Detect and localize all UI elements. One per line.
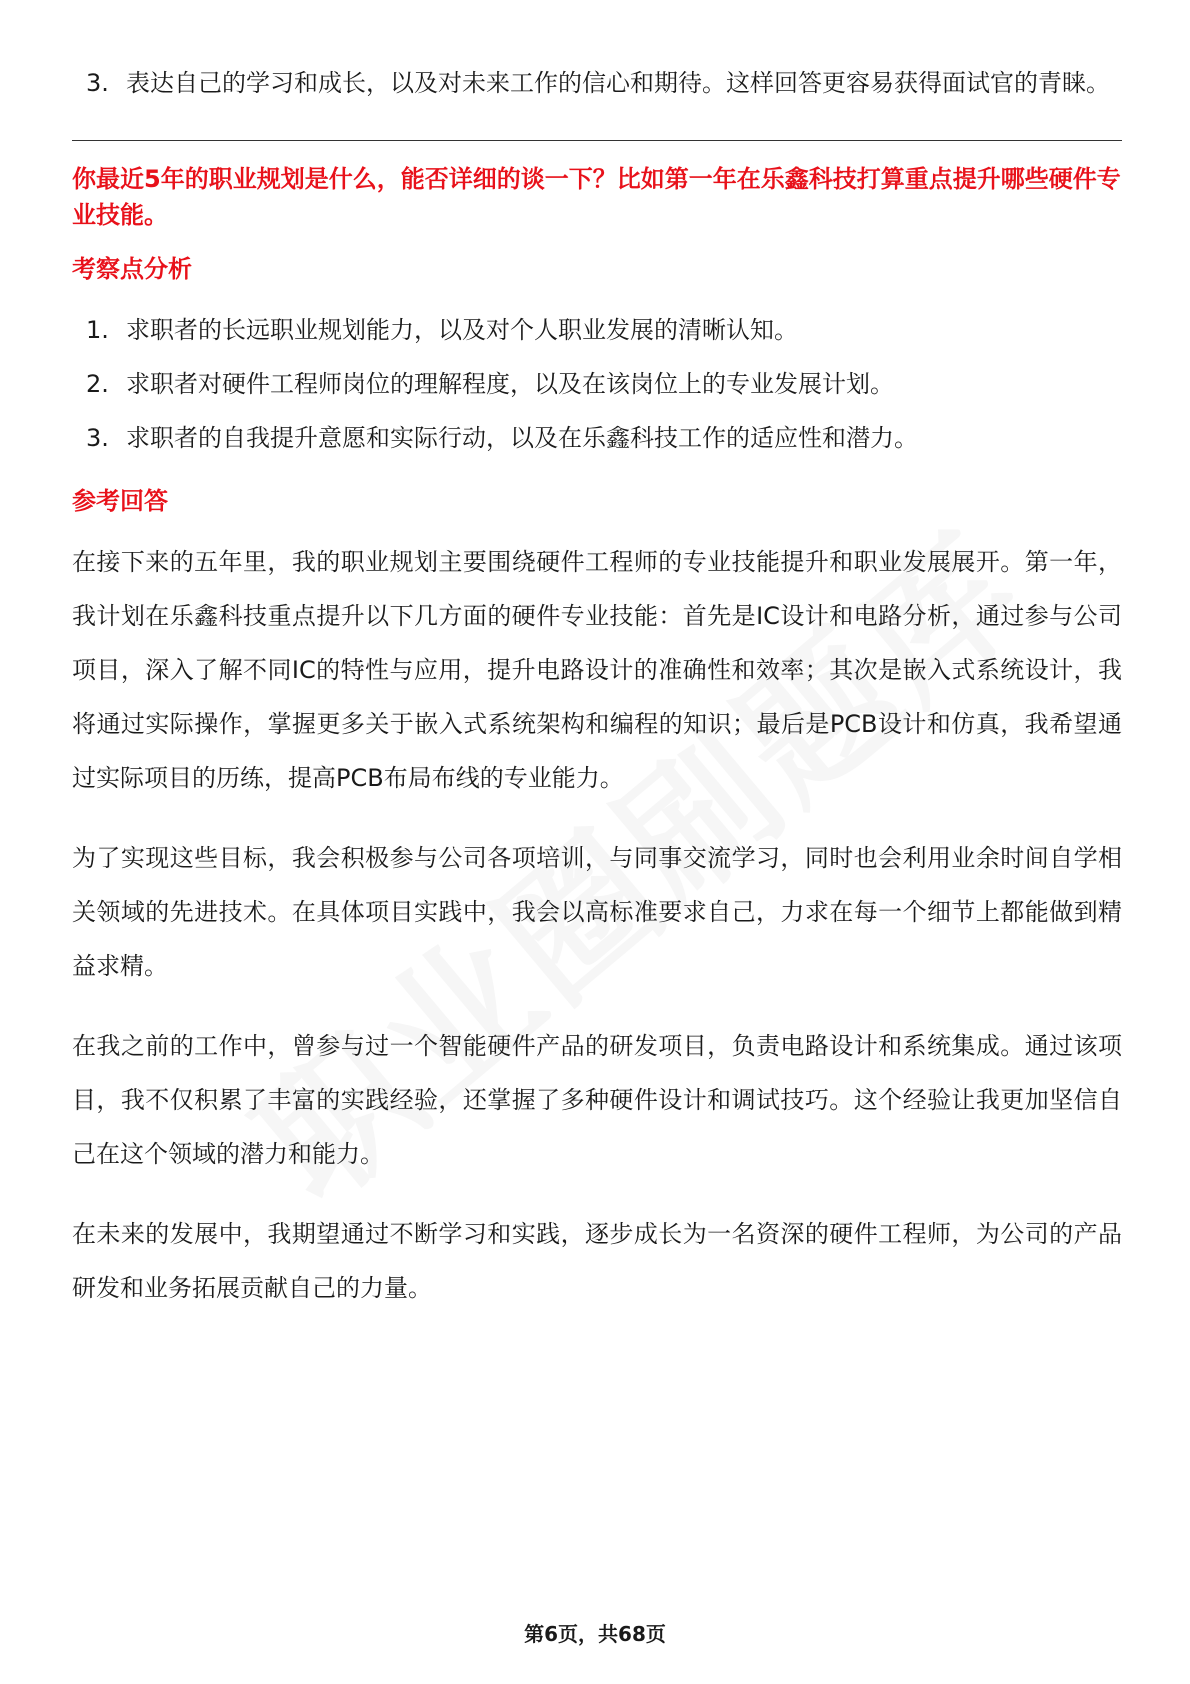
list-text: 求职者对硬件工程师岗位的理解程度，以及在该岗位上的专业发展计划。 bbox=[126, 370, 894, 398]
list-number: 3. bbox=[86, 424, 109, 452]
list-text: 求职者的长远职业规划能力，以及对个人职业发展的清晰认知。 bbox=[126, 316, 798, 344]
question-heading: 你最近5年的职业规划是什么，能否详细的谈一下？比如第一年在乐鑫科技打算重点提升哪些硬件专业技能。 bbox=[72, 165, 1121, 229]
list-text: 表达自己的学习和成长，以及对未来工作的信心和期待。这样回答更容易获得面试官的青睐。 bbox=[126, 69, 1110, 97]
list-item bbox=[72, 54, 1122, 112]
answer-paragraph: 在我之前的工作中，曾参与过一个智能硬件产品的研发项目，负责电路设计和系统集成。通过该项目，我不仅积累了丰富的实践经验，还掌握了多种硬件设计和调试技巧。这个经验让我更加坚信自己在这个领域的潜力和能力。 bbox=[72, 1032, 1122, 1168]
list-number: 3. bbox=[86, 69, 109, 97]
analysis-title: 考察点分析 bbox=[72, 255, 192, 283]
list-number: 2. bbox=[86, 370, 109, 398]
answer-title: 参考回答 bbox=[72, 487, 168, 515]
previous-answer-list bbox=[72, 54, 1122, 112]
page-content bbox=[72, 54, 1122, 1341]
section-divider bbox=[72, 140, 1122, 141]
answer-paragraph: 为了实现这些目标，我会积极参与公司各项培训，与同事交流学习，同时也会利用业余时间自学相关领域的先进技术。在具体项目实践中，我会以高标准要求自己，力求在每一个细节上都能做到精益求精。 bbox=[72, 844, 1122, 980]
list-item bbox=[72, 411, 1122, 465]
analysis-list bbox=[72, 303, 1122, 465]
answer-paragraph: 在接下来的五年里，我的职业规划主要围绕硬件工程师的专业技能提升和职业发展展开。第一年，我计划在乐鑫科技重点提升以下几方面的硬件专业技能：首先是IC设计和电路分析，通过参与公司项目，深入了解不同IC的特性与应用，提升电路设计的准确性和效率；其次是嵌入式系统设计，我将通过实际操作，掌握更多关于嵌入式系统架构和编程的知识；最后是PCB设计和仿真，我希望通过实际项目的历练，提高PCB布局布线的专业能力。 bbox=[72, 548, 1122, 792]
answer-paragraph: 在未来的发展中，我期望通过不断学习和实践，逐步成长为一名资深的硬件工程师，为公司的产品研发和业务拓展贡献自己的力量。 bbox=[72, 1220, 1122, 1302]
answer-body bbox=[72, 535, 1122, 1315]
list-number: 1. bbox=[86, 316, 109, 344]
list-item bbox=[72, 357, 1122, 411]
list-text: 求职者的自我提升意愿和实际行动，以及在乐鑫科技工作的适应性和潜力。 bbox=[126, 424, 918, 452]
page-number: 第6页，共68页 bbox=[524, 1622, 666, 1646]
list-item bbox=[72, 303, 1122, 357]
